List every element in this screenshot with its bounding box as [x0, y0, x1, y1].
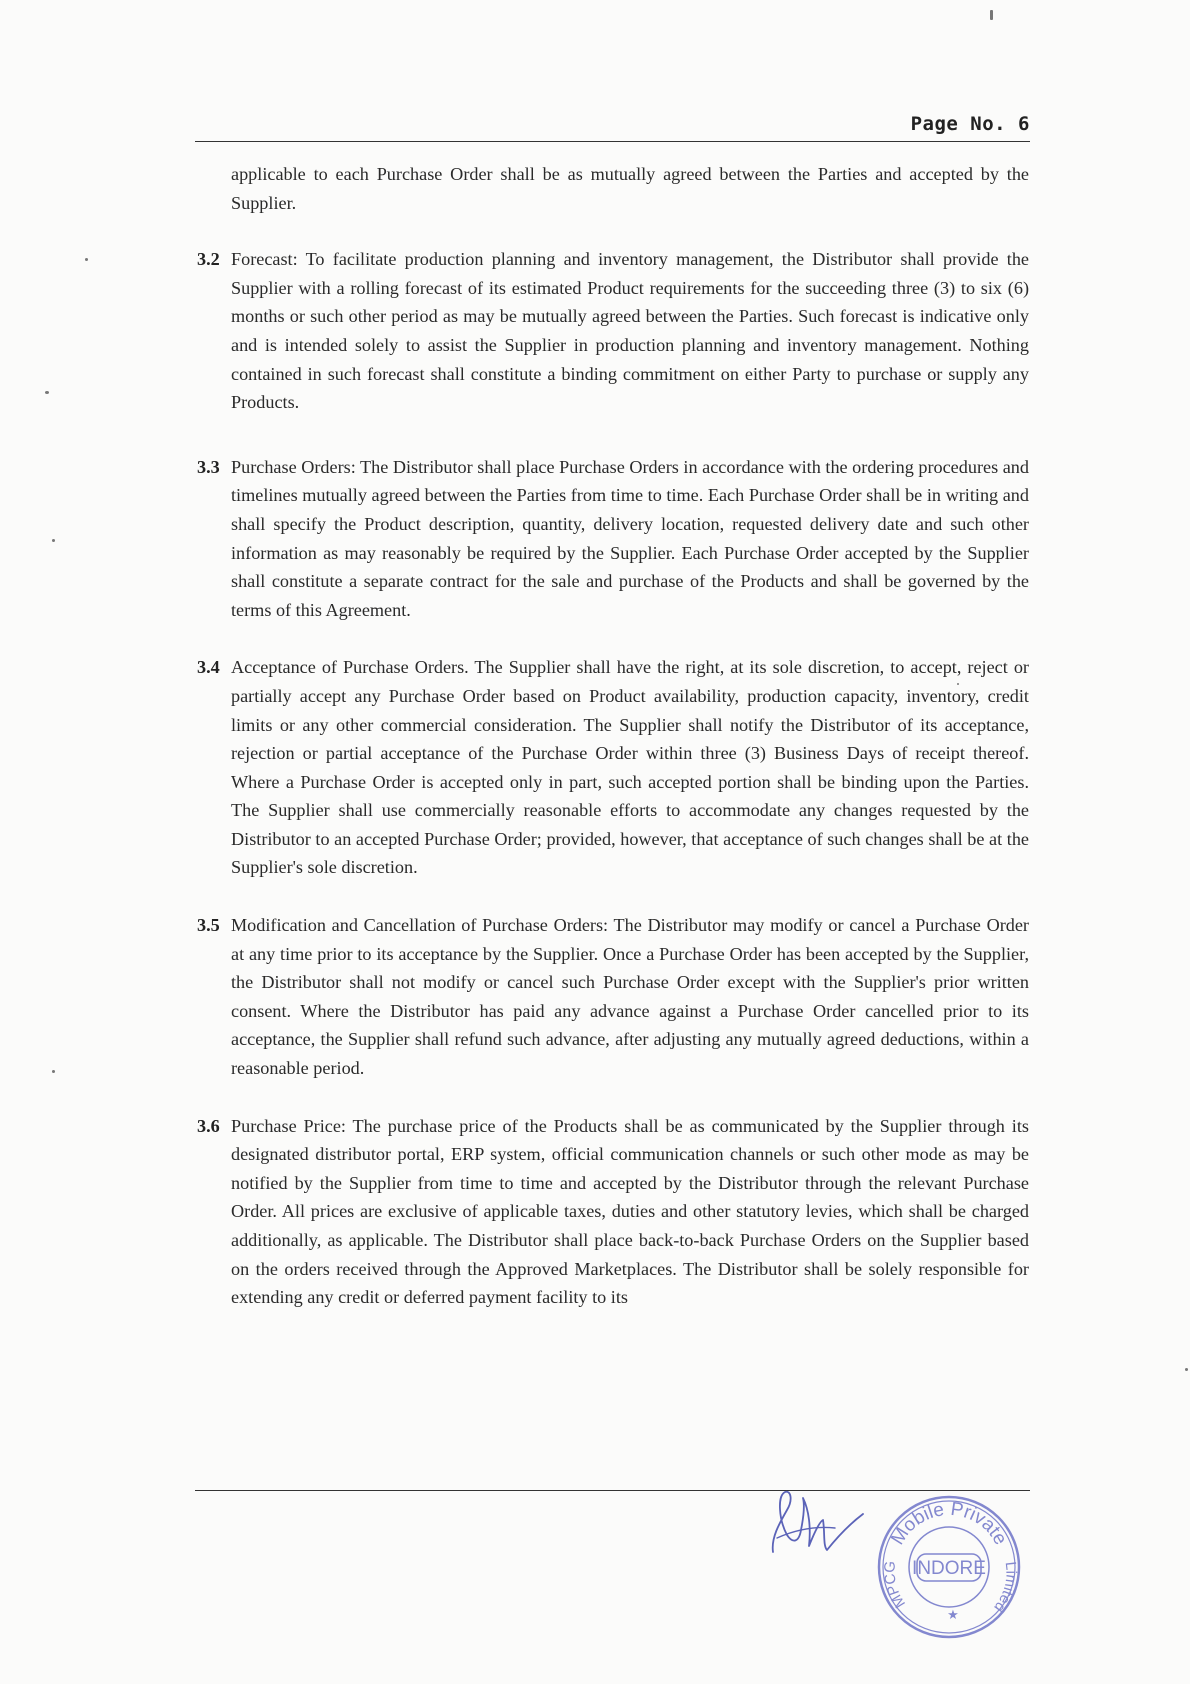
clause-text: Modification and Cancellation of Purchase Orders: The Distributor may modify or cancel a Purchase Order at any time prior to its acceptance by the Supplier. Once a Purchase Order has been accepted by the Supplier, the Distributor shall not modify or cancel such Purchase Order except with the Supplier's prior written consent. Where the Distributor has paid any advance against a Purchase Order cancelled prior to its acceptance, the Supplier shall refund such advance, after adjusting any mutually agreed deductions, within a reasonable period.: [231, 915, 1029, 1079]
footer-divider: [195, 1490, 1030, 1491]
clause-text: Acceptance of Purchase Orders. The Supplier shall have the right, at its sole discretion, to accept, reject or partially accept any Purchase Order based on Product availability, production capacity, inventory, credit limits or any other commercial consideration. The Supplier shall notify the Distributor of its acceptance, rejection or partial acceptance of the Purchase Order within three (3) Business Days of receipt thereof. Where a Purchase Order is accepted only in part, such accepted portion shall be binding upon the Parties. The Supplier shall use commercially reasonable efforts to accommodate any changes requested by the Distributor to an accepted Purchase Order; provided, however, that acceptance of such changes shall be at the Supplier's sole discretion.: [231, 657, 1029, 878]
clause-3-6: [197, 1112, 1029, 1312]
company-seal: [875, 1493, 1023, 1641]
star-icon: ★: [947, 1608, 959, 1623]
scan-speck: [85, 258, 88, 261]
seal-top-text: Mobile Private: [887, 1498, 1011, 1549]
clause-text: Purchase Price: The purchase price of the Products shall be as communicated by the Supplier through its designated distributor portal, ERP system, official communication channels or such other mode as may be notified by the Supplier from time to time and accepted by the Distributor through the relevant Purchase Order. All prices are exclusive of applicable taxes, duties and other statutory levies, which shall be charged additionally, as applicable. The Distributor shall place back-to-back Purchase Orders on the Supplier based on the orders received through the Approved Marketplaces. The Distributor shall be solely responsible for extending any credit or deferred payment facility to its: [231, 1115, 1029, 1308]
scan-speck: [52, 539, 55, 542]
page-number: Page No. 6: [910, 113, 1030, 135]
scan-speck: [1185, 1368, 1188, 1371]
continuation-paragraph: applicable to each Purchase Order shall be as mutually agreed between the Parties and accepted by the Supplier.: [231, 164, 1029, 213]
seal-center-text: INDORE: [912, 1558, 986, 1579]
clause-3-3: [197, 453, 1029, 625]
clause-number: 3.3: [197, 456, 220, 477]
document-body: [197, 160, 1029, 1341]
clause-text: Forecast: To facilitate production planning and inventory management, the Distributor shall provide the Supplier with a rolling forecast of its estimated Product requirements for the succeeding three (3) to six (6) months or such other period as may be mutually agreed between the Parties. Such forecast is indicative only and is intended solely to assist the Supplier in production planning and inventory management. Nothing contained in such forecast shall constitute a binding commitment on either Party to purchase or supply any Products.: [231, 249, 1029, 413]
clause-text: Purchase Orders: The Distributor shall place Purchase Orders in accordance with the ordering procedures and timelines mutually agreed between the Parties from time to time. Each Purchase Order shall be in writing and shall specify the Product description, quantity, delivery location, requested delivery date and such other information as may reasonably be required by the Supplier. Each Purchase Order accepted by the Supplier shall constitute a separate contract for the sale and purchase of the Products and shall be governed by the terms of this Agreement.: [231, 456, 1029, 620]
scan-speck: [990, 10, 993, 20]
clause-number: 3.4: [197, 657, 220, 678]
signature: [765, 1480, 870, 1570]
clause-number: 3.2: [197, 249, 220, 270]
clause-number: 3.6: [197, 1115, 220, 1136]
clause-number: 3.5: [197, 915, 220, 936]
seal-left-text: MPCG: [881, 1560, 910, 1611]
seal-right-text: Limited: [990, 1560, 1020, 1616]
clause-3-2: [197, 245, 1029, 417]
scan-speck: [52, 1070, 55, 1073]
page-header: [195, 113, 1030, 142]
clause-3-4: [197, 653, 1029, 882]
scan-speck: [45, 391, 49, 394]
scan-speck: [957, 683, 959, 685]
clause-3-5: [197, 911, 1029, 1083]
